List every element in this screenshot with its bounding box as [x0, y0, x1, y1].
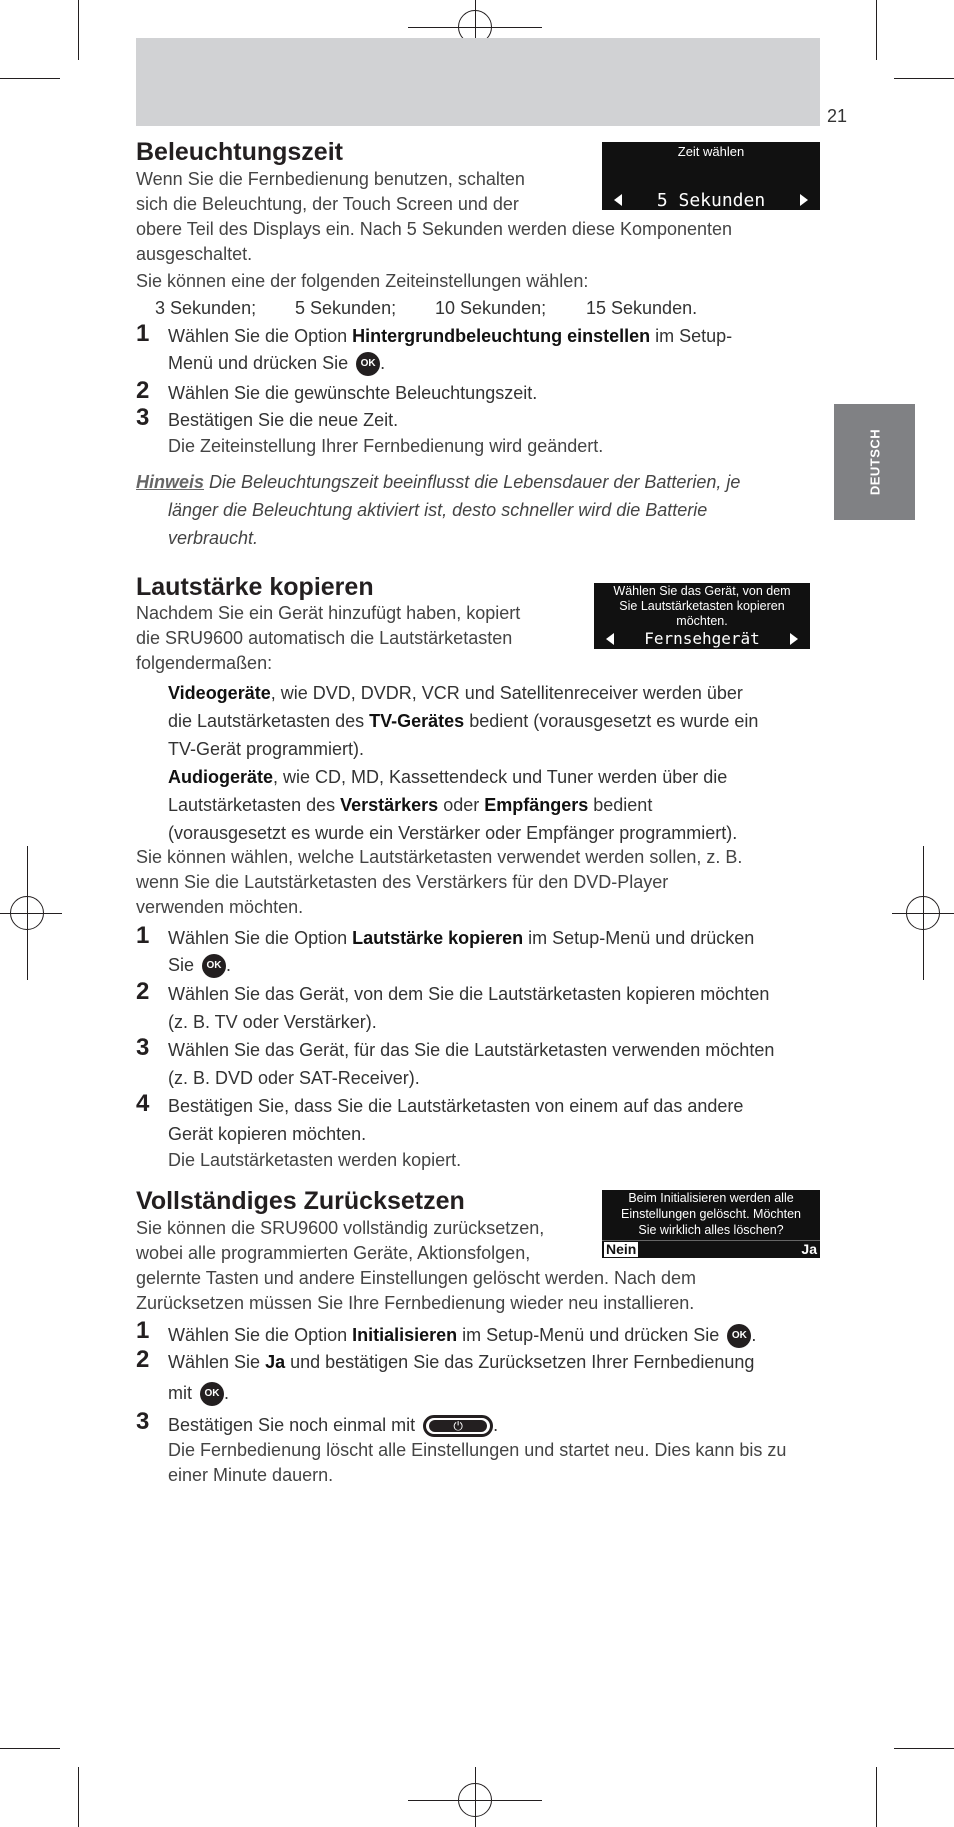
paragraph-line: Zurücksetzen müssen Sie Ihre Fernbedienung wieder neu installieren. [136, 1293, 695, 1313]
paragraph-line: Sie können die SRU9600 vollständig zurücksetzen, [136, 1218, 545, 1238]
step-number: 3 [136, 1408, 150, 1435]
ok-button-icon: OK [200, 1382, 224, 1406]
step-text: Wählen Sie Ja und bestätigen Sie das Zurücksetzen Ihrer Fernbedienung [168, 1352, 755, 1372]
step-number: 2 [136, 978, 150, 1005]
lcd-line: Einstellungen gelöscht. Möchten [621, 1207, 801, 1221]
header-band [136, 38, 820, 126]
arrow-right-icon [790, 633, 798, 645]
step-text: Bestätigen Sie, dass Sie die Lautstärketasten von einem auf das andere [168, 1096, 744, 1116]
paragraph-line: wenn Sie die Lautstärketasten des Verstärkers für den DVD-Player [136, 872, 669, 892]
lcd-reset-confirm [602, 1190, 820, 1258]
lcd-line: Beim Initialisieren werden alle [628, 1191, 794, 1205]
step-number: 1 [136, 320, 150, 347]
time-option: 5 Sekunden; [295, 298, 397, 318]
step-text: (z. B. DVD oder SAT-Receiver). [168, 1068, 420, 1088]
step-text: Sie OK . [168, 954, 231, 978]
lcd-line: Wählen Sie das Gerät, von dem [613, 584, 791, 598]
step-text: (z. B. TV oder Verstärker). [168, 1012, 377, 1032]
paragraph-line: wobei alle programmierten Geräte, Aktionsfolgen, [136, 1243, 531, 1263]
step-text: Bestätigen Sie die neue Zeit. [168, 410, 399, 430]
time-option: 10 Sekunden; [435, 298, 547, 318]
power-button-icon: ⏻ [423, 1415, 493, 1437]
language-tab [834, 404, 915, 520]
paragraph-line: ausgeschaltet. [136, 244, 253, 264]
paragraph-line: die SRU9600 automatisch die Lautstärketasten [136, 628, 513, 648]
step-number: 2 [136, 377, 150, 404]
step-text: Wählen Sie die Option Initialisieren im Setup-Menü und drücken Sie OK . [168, 1324, 756, 1348]
lcd-line: Sie wirklich alles löschen? [638, 1223, 784, 1237]
page-number: 21 [827, 106, 848, 126]
video-devices-line: die Lautstärketasten des TV-Gerätes bedient (vorausgesetzt es wurde ein [168, 711, 759, 731]
paragraph-line: folgendermaßen: [136, 653, 273, 673]
step-text: Wählen Sie die gewünschte Beleuchtungszeit. [168, 383, 538, 403]
paragraph-line: obere Teil des Displays ein. Nach 5 Sekunden werden diese Komponenten [136, 219, 733, 239]
step-text: Gerät kopieren möchten. [168, 1124, 367, 1144]
lcd-line: Sie Lautstärketasten kopieren [619, 599, 785, 613]
arrow-right-icon [800, 194, 808, 206]
video-devices-line: Videogeräte, wie DVD, DVDR, VCR und Satellitenreceiver werden über [168, 683, 743, 703]
step-result: Die Fernbedienung löscht alle Einstellungen und startet neu. Dies kann bis zu [168, 1440, 787, 1460]
lcd-time-select [602, 142, 820, 210]
paragraph-line: Wenn Sie die Fernbedienung benutzen, schalten [136, 169, 525, 189]
lcd-value: 5 Sekunden [656, 190, 766, 210]
step-number: 1 [136, 922, 150, 949]
note-line: verbraucht. [168, 528, 259, 548]
audio-devices-line: Lautstärketasten des Verstärkers oder Empfängers bedient [168, 795, 653, 815]
step-text: Wählen Sie die Option Hintergrundbeleuchtung einstellen im Setup- [168, 326, 733, 346]
section-title-beleuchtungszeit: Beleuchtungszeit [136, 138, 343, 166]
step-result: Die Zeiteinstellung Ihrer Fernbedienung wird geändert. [168, 436, 604, 456]
ok-button-icon: OK [727, 1324, 751, 1348]
note-line: länger die Beleuchtung aktiviert ist, desto schneller wird die Batterie [168, 500, 708, 520]
lcd-option-no: Nein [606, 1241, 637, 1257]
paragraph-line: verwenden möchten. [136, 897, 304, 917]
paragraph-line: Sie können wählen, welche Lautstärketasten verwendet werden sollen, z. B. [136, 847, 743, 867]
lcd-volume-copy [594, 583, 810, 649]
step-text: Bestätigen Sie noch einmal mit ⏻ . [168, 1415, 498, 1437]
note-label: Hinweis [136, 472, 205, 492]
time-option: 3 Sekunden; [155, 298, 257, 318]
lcd-title: Zeit wählen [677, 144, 745, 159]
section-title-zuruecksetzen: Vollständiges Zurücksetzen [136, 1187, 465, 1215]
note: Hinweis Die Beleuchtungszeit beeinflusst die Lebensdauer der Batterien, je [136, 472, 741, 492]
step-text: mit OK . [168, 1382, 229, 1406]
lcd-line: möchten. [676, 614, 728, 628]
step-text: Wählen Sie das Gerät, für das Sie die Lautstärketasten verwenden möchten [168, 1040, 775, 1060]
language-tab-label: DEUTSCH [867, 428, 882, 496]
step-number: 3 [136, 404, 150, 431]
step-number: 3 [136, 1034, 150, 1061]
step-text: Menü und drücken Sie OK . [168, 352, 385, 376]
paragraph-line: sich die Beleuchtung, der Touch Screen und der [136, 194, 519, 214]
lcd-value: Fernsehgerät [644, 629, 760, 648]
audio-devices-line: (vorausgesetzt es wurde ein Verstärker oder Empfänger programmiert). [168, 823, 738, 843]
step-text: Wählen Sie die Option Lautstärke kopieren im Setup-Menü und drücken [168, 928, 755, 948]
section-title-lautstaerke-kopieren: Lautstärke kopieren [136, 573, 374, 601]
lcd-option-yes: Ja [801, 1241, 817, 1257]
step-result: einer Minute dauern. [168, 1465, 334, 1485]
step-result: Die Lautstärketasten werden kopiert. [168, 1150, 462, 1170]
paragraph-line: Sie können eine der folgenden Zeiteinstellungen wählen: [136, 271, 589, 291]
paragraph-line: Nachdem Sie ein Gerät hinzufügt haben, kopiert [136, 603, 521, 623]
audio-devices-line: Audiogeräte, wie CD, MD, Kassettendeck und Tuner werden über die [168, 767, 728, 787]
step-number: 1 [136, 1317, 150, 1344]
step-text: Wählen Sie das Gerät, von dem Sie die Lautstärketasten kopieren möchten [168, 984, 770, 1004]
time-option: 15 Sekunden. [586, 298, 698, 318]
step-number: 4 [136, 1090, 150, 1117]
ok-button-icon: OK [356, 352, 380, 376]
paragraph-line: gelernte Tasten und andere Einstellungen gelöscht werden. Nach dem [136, 1268, 697, 1288]
ok-button-icon: OK [202, 954, 226, 978]
step-number: 2 [136, 1346, 150, 1373]
video-devices-line: TV-Gerät programmiert). [168, 739, 365, 759]
